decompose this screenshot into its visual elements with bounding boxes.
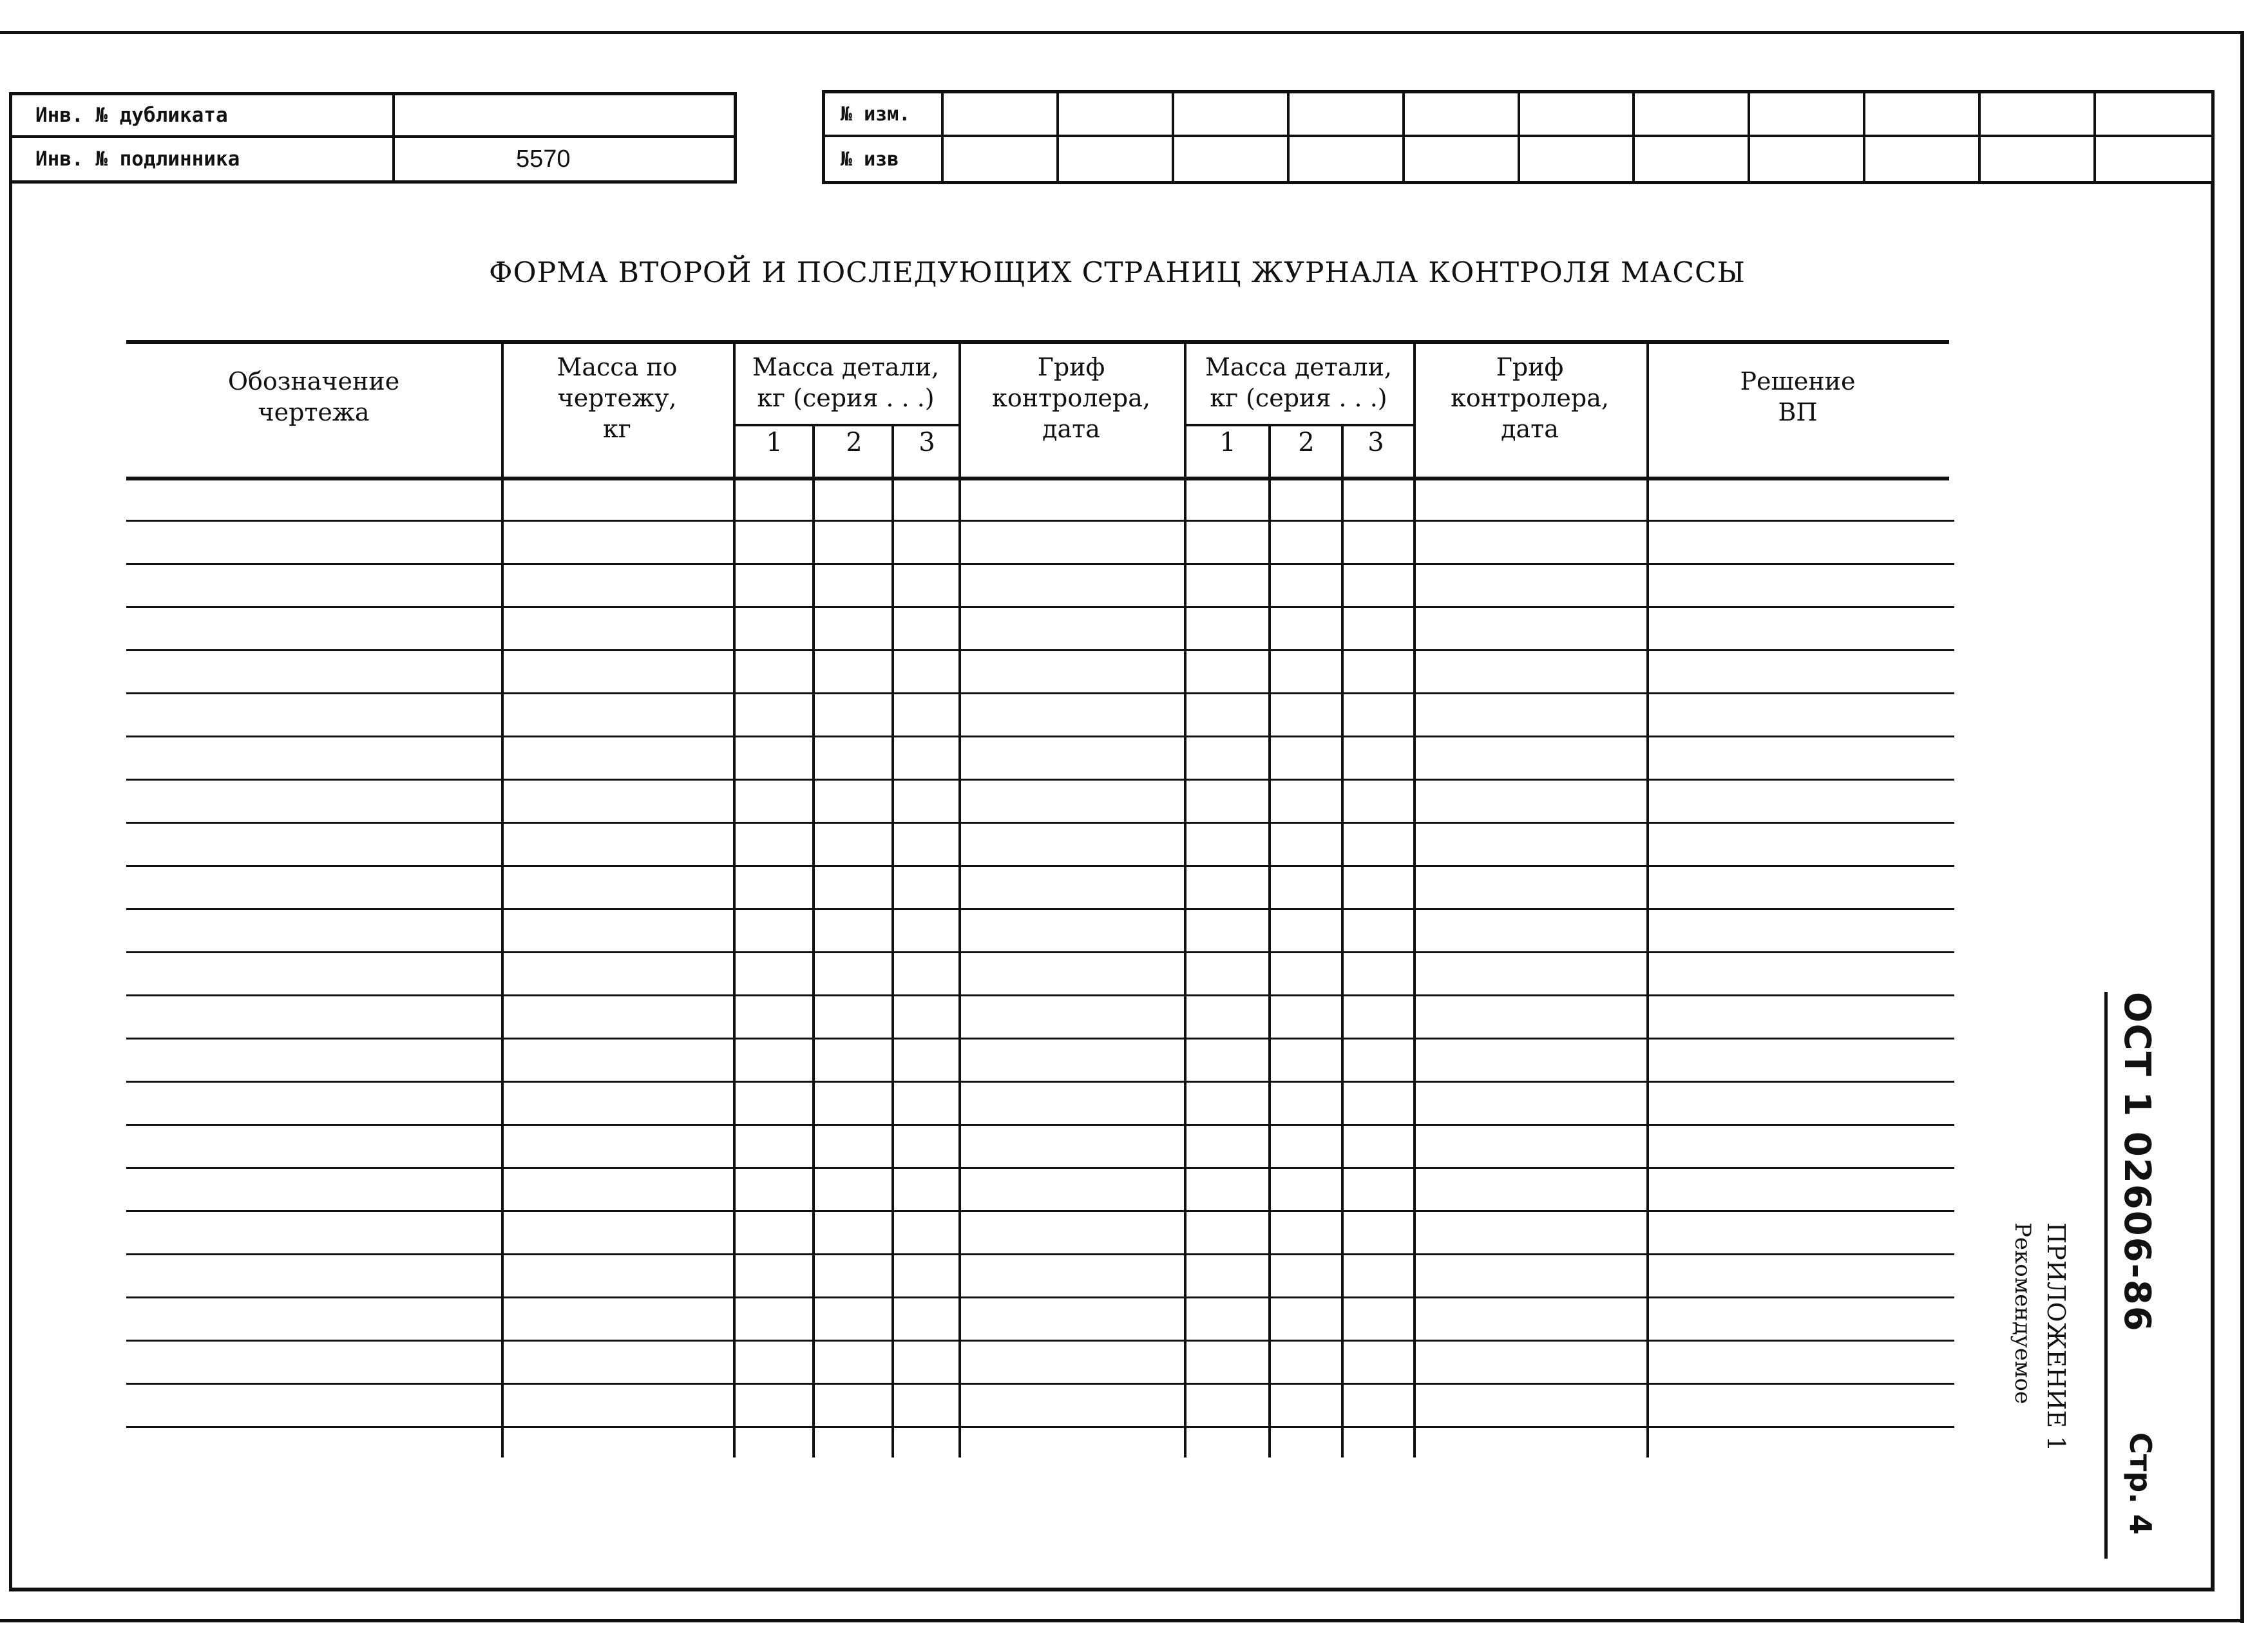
table-row-line [126, 951, 1954, 953]
table-row-line [126, 994, 1954, 996]
inventory-stamp [9, 92, 737, 184]
series-2-subheader-rule [1184, 424, 1413, 426]
appendix-block [1983, 1222, 2073, 1467]
revision-cell [2096, 137, 2211, 181]
series-subcolumn-line [812, 424, 815, 1457]
designation-underline [2104, 992, 2108, 1559]
column-line [958, 340, 961, 1457]
series-1-col-3: 3 [919, 428, 935, 457]
series-subcolumn-line [1341, 424, 1344, 1457]
revision-cell [1059, 93, 1174, 137]
revision-cell [1520, 137, 1635, 181]
table-row-line [126, 779, 1954, 781]
revision-cell [1059, 137, 1174, 181]
duplicate-inv-label: Инв. № дубликата [35, 104, 228, 127]
revision-cell [1635, 93, 1750, 137]
revision-cell [1290, 137, 1405, 181]
header-bottom-rule [126, 477, 1949, 480]
header-detail-mass-series-1: Масса детали, кг (серия . . .) [752, 353, 939, 412]
revision-stamp [822, 90, 2215, 184]
table-row-line [126, 1038, 1954, 1040]
header-detail-mass-series-2: Масса детали, кг (серия . . .) [1205, 353, 1392, 412]
table-row-line [126, 822, 1954, 824]
series-2-col-2: 2 [1298, 428, 1315, 457]
table-row-line [126, 692, 1954, 694]
revision-cell [1520, 93, 1635, 137]
table-row-line [126, 1426, 1954, 1428]
series-1-col-1: 1 [766, 428, 783, 457]
header-controller-stamp-1: Гриф контролера, дата [992, 353, 1150, 443]
revision-cell [944, 137, 1059, 181]
revision-cell [1981, 93, 2096, 137]
header-vp-decision: Решение ВП [1740, 367, 1856, 426]
series-2-col-1: 1 [1219, 428, 1236, 457]
revision-cell [1865, 137, 1981, 181]
table-row-line [126, 908, 1954, 910]
series-1-subheader-rule [733, 424, 958, 426]
column-line [501, 340, 504, 1457]
table-row-line [126, 1340, 1954, 1342]
revision-cell [1635, 137, 1750, 181]
appendix-label: ПРИЛОЖЕНИЕ 1 [2042, 1222, 2070, 1452]
appendix-status: Рекомендуемое [2010, 1222, 2035, 1405]
revision-cell [1865, 93, 1981, 137]
form-title [0, 256, 2268, 289]
revision-cell [1405, 93, 1520, 137]
table-row-line [126, 520, 1954, 522]
original-inv-label: Инв. № подлинника [35, 147, 240, 171]
table-row-line [126, 649, 1954, 651]
notice-number-label: № изв [841, 147, 899, 171]
table-row-line [126, 606, 1954, 608]
column-line [733, 340, 736, 1457]
page-number: Стр. 4 [2123, 1432, 2158, 1535]
revision-cell [1290, 93, 1405, 137]
header-controller-stamp-2: Гриф контролера, дата [1451, 353, 1609, 443]
sheet-edge-bottom [0, 1619, 2244, 1622]
revision-cell [1750, 137, 1865, 181]
column-line [1184, 340, 1186, 1457]
original-inv-value: 5570 [516, 145, 571, 173]
revision-cell [1981, 137, 2096, 181]
header-mass-by-drawing: Масса по чертежу, кг [557, 353, 678, 443]
header-designation: Обозначение чертежа [227, 367, 400, 426]
table-row-line [126, 1383, 1954, 1385]
table-row-line [126, 1253, 1954, 1255]
revision-cell [1405, 137, 1520, 181]
revision-cell [1174, 93, 1290, 137]
table-row-line [126, 1081, 1954, 1083]
change-number-label: № изм. [841, 102, 911, 126]
table-row-line [126, 1124, 1954, 1126]
table-row-line [126, 563, 1954, 565]
series-subcolumn-line [1268, 424, 1271, 1457]
standard-code: ОСТ 1 02606-86 [2116, 992, 2158, 1333]
sheet-edge-top [0, 31, 2244, 34]
revision-cell [1750, 93, 1865, 137]
series-2-col-3: 3 [1367, 428, 1384, 457]
table-top-rule [126, 340, 1949, 344]
table-row-line [126, 1167, 1954, 1169]
revision-cell [2096, 93, 2211, 137]
column-line [1413, 340, 1416, 1457]
revision-cell [944, 93, 1059, 137]
form-title-text: ФОРМА ВТОРОЙ И ПОСЛЕДУЮЩИХ СТРАНИЦ ЖУРНАЛА КОНТРОЛЯ МАССЫ [489, 256, 1746, 289]
mass-control-journal-table [126, 340, 1988, 1485]
revision-cell [1174, 137, 1290, 181]
column-line [1646, 340, 1649, 1457]
document-designation-block [2087, 992, 2164, 1559]
table-row-line [126, 865, 1954, 867]
series-subcolumn-line [891, 424, 894, 1457]
table-row-line [126, 1296, 1954, 1298]
table-row-line [126, 736, 1954, 737]
series-1-col-2: 2 [846, 428, 862, 457]
table-row-line [126, 1210, 1954, 1212]
